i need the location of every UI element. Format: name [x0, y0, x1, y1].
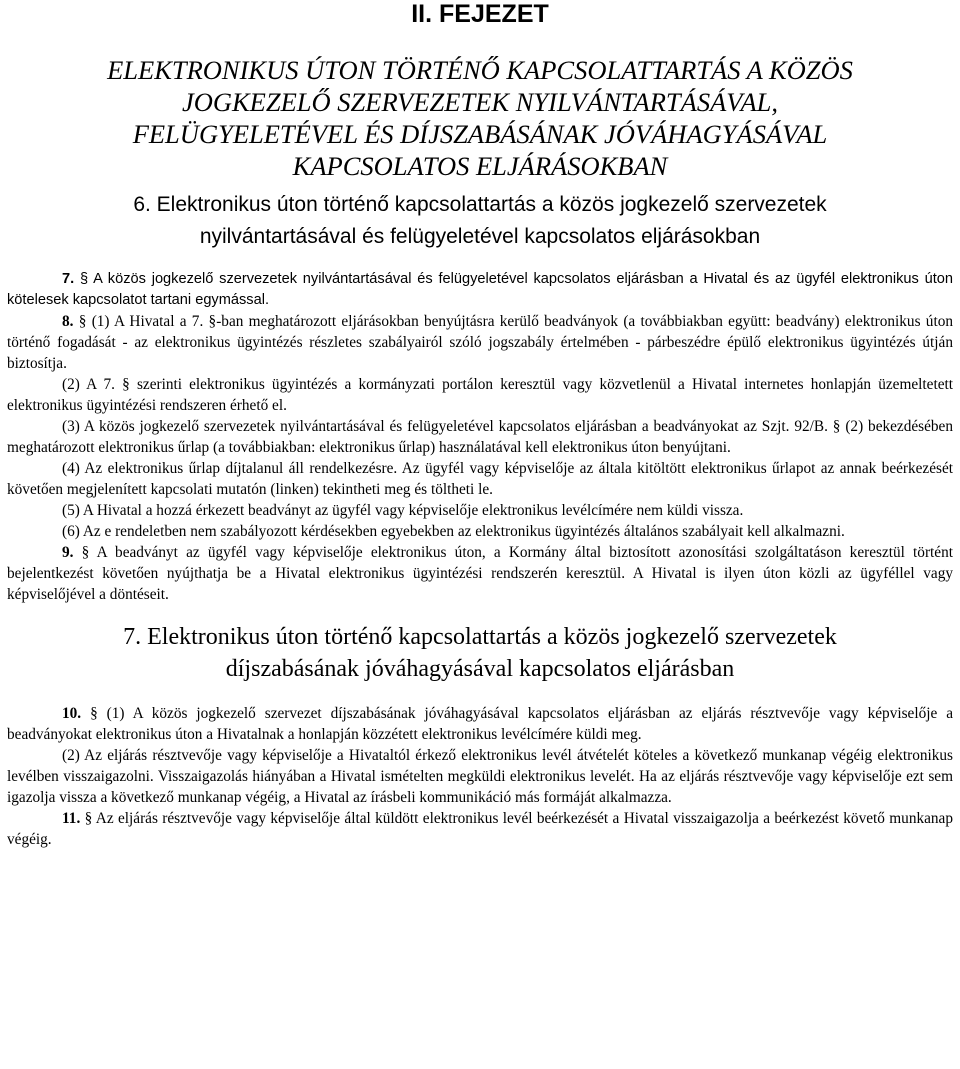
paragraph-8-1	[7, 311, 953, 374]
chapter-title	[7, 54, 953, 182]
chapter-heading: II. FEJEZET	[411, 0, 549, 28]
paragraph-8-6: (6) Az e rendeletben nem szabályozott kérdésekben egyebekben az elektronikus ügyintézés általános szabályait kell alkalmazni.	[62, 523, 845, 540]
paragraph-number: 7.	[62, 271, 75, 287]
section-6-heading	[7, 189, 953, 253]
paragraph-number: 11.	[62, 810, 81, 827]
paragraph-number: 9.	[62, 544, 74, 561]
chapter-title-line: FELÜGYELETÉVEL ÉS DÍJSZABÁSÁNAK JÓVÁHAGYÁSÁVAL	[132, 119, 828, 149]
paragraph-11	[7, 808, 953, 850]
paragraph-text: § (1) A közös jogkezelő szervezet díjszabásának jóváhagyásával kapcsolatos eljárásban az eljárás résztvevője vagy képviselője a beadványokat elektronikus úton a Hivatalnak a honlapján közzétett elektronikus levélcímére küldi meg.	[7, 705, 953, 743]
section-heading-line: 6. Elektronikus úton történő kapcsolattartás a közös jogkezelő szervezetek	[133, 193, 827, 216]
paragraph-text: § Az eljárás résztvevője vagy képviselője által küldött elektronikus levél beérkezését a Hivatal visszaigazolja a beérkezést követő munkanap végéig.	[7, 810, 953, 848]
section-heading-line: nyilvántartásával és felügyeletével kapcsolatos eljárásokban	[199, 225, 761, 248]
section-7-heading	[7, 621, 953, 685]
paragraph-8-2: (2) A 7. § szerinti elektronikus ügyintézés a kormányzati portálon keresztül vagy közvetlenül a Hivatal internetes honlapján üzemeltetett elektronikus ügyintézési rendszeren érhető el.	[7, 376, 953, 414]
paragraph-text: § (1) A Hivatal a 7. §-ban meghatározott eljárásokban benyújtásra kerülő beadványok (a továbbiakban együtt: beadvány) elektronikus úton történő fogadását - az elektronikus ügyintézés részletes szabályairól szóló jogszabály értelmében - párbeszédre épülő elektronikus ügyintézés útján biztosítja.	[7, 313, 953, 372]
paragraph-text: § A beadványt az ügyfél vagy képviselője elektronikus úton, a Kormány által biztosított azonosítási szolgáltatáson keresztül történt bejelentkezést követően nyújthatja be a Hivatal elektronikus ügyintézési rendszerén keresztül. A Hivatal is ilyen úton közli az ügyféllel vagy képviselőjével a döntéseit.	[7, 544, 953, 603]
paragraph-number: 8.	[62, 313, 74, 330]
chapter-title-line: JOGKEZELŐ SZERVEZETEK NYILVÁNTARTÁSÁVAL,	[181, 87, 779, 117]
paragraph-8-3: (3) A közös jogkezelő szervezetek nyilvántartásával és felügyeletével kapcsolatos eljárásban a beadványokat az Szjt. 92/B. § (2) bekezdésében meghatározott elektronikus űrlap (a továbbiakban: elektronikus űrlap) használatával kell elektronikus úton benyújtani.	[7, 418, 953, 456]
paragraph-8-4: (4) Az elektronikus űrlap díjtalanul áll rendelkezésre. Az ügyfél vagy képviselője az általa kitöltött elektronikus űrlapot az annak beérkezését követően megjelenített kapcsolati mutatón (linken) tekintheti meg és töltheti le.	[7, 460, 953, 498]
section-heading-line: 7. Elektronikus úton történő kapcsolattartás a közös jogkezelő szervezetek	[123, 624, 837, 650]
paragraph-10-2: (2) Az eljárás résztvevője vagy képviselője a Hivataltól érkező elektronikus levél átvételét köteles a következő munkanap végéig elektronikus levélben visszaigazolni. Visszaigazolás hiányában a Hivatal ismételten megküldi elektronikus levelét. Ha az eljárás résztvevője vagy képviselője ezt sem igazolja vissza a következő munkanap végéig, a Hivatal az írásbeli kommunikáció más formáját alkalmazza.	[7, 747, 953, 806]
section-heading-line: díjszabásának jóváhagyásával kapcsolatos eljárásban	[225, 656, 735, 682]
chapter-title-line: ELEKTRONIKUS ÚTON TÖRTÉNŐ KAPCSOLATTARTÁS A KÖZÖS	[107, 55, 853, 85]
paragraph-text: § A közös jogkezelő szervezetek nyilvántartásával és felügyeletével kapcsolatos eljárásban a Hivatal és az ügyfél elektronikus úton kötelesek kapcsolatot tartani egymással.	[7, 271, 953, 308]
paragraph-7	[7, 269, 953, 311]
chapter-title-line: KAPCSOLATOS ELJÁRÁSOKBAN	[292, 151, 668, 181]
paragraph-number: 10.	[62, 705, 82, 722]
paragraph-8-5: (5) A Hivatal a hozzá érkezett beadványt az ügyfél vagy képviselője elektronikus levélcímére nem küldi vissza.	[62, 502, 744, 519]
paragraph-10-1	[7, 703, 953, 745]
paragraph-9	[7, 542, 953, 605]
